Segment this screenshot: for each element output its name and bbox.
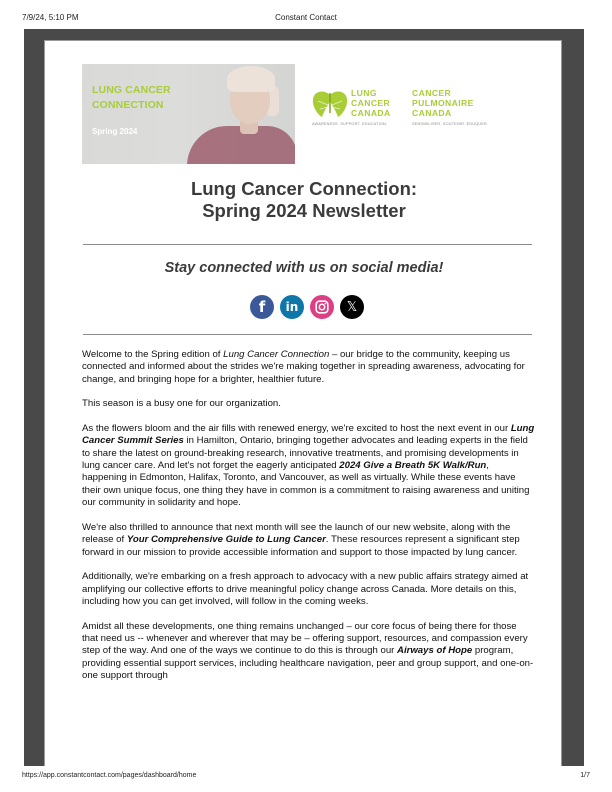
newsletter-title-line2: Spring 2024 Newsletter	[202, 200, 406, 221]
banner-title-line1: LUNG CANCER	[92, 84, 171, 96]
give-a-breath-link: 2024 Give a Breath 5K Walk/Run	[339, 460, 487, 472]
print-url: https://app.constantcontact.com/pages/dashboard/home	[22, 772, 197, 779]
print-page-number: 1/7	[580, 772, 590, 779]
paragraph-support: Amidst all these developments, one thing remains unchanged – our core focus of being there for those that need us -- whenever and wherever that may be – offering support, resources, and compassion every step of the way. And one of the ways we continue to do this is through our Airways of Hope program, providing essential support services, including healthcare navigation, peer and group support, and one-on-one support through	[82, 620, 534, 681]
x-twitter-icon[interactable]: 𝕏	[340, 295, 364, 319]
facebook-icon[interactable]: f	[250, 295, 274, 319]
lung-cancer-canada-logo	[312, 64, 532, 164]
logo-fr-line: CANADA	[412, 107, 452, 118]
paragraph-busy-season: This season is a busy one for our organization.	[82, 398, 281, 410]
newsletter-content	[82, 349, 535, 695]
logo-en-line: CANADA	[351, 107, 391, 118]
print-title: Constant Contact	[275, 13, 337, 22]
banner-image	[82, 64, 295, 164]
logo-fr-line: PULMONAIRE	[412, 97, 474, 108]
summit-series-link: Lung Cancer Summit Series	[82, 423, 535, 447]
leaf-logo-icon	[312, 89, 348, 119]
paragraph-events: As the flowers bloom and the air fills with renewed energy, we're excited to host the next event in our Lung Cancer Summit Series in Hamilton, Ontario, bringing together advocates and leading experts in the field to share the latest on ground-breaking research, innovative treatments, and promising developments in lung cancer care. And let's not forget the eagerly anticipated 2024 Give a Breath 5K Walk/Run, happening in Edmonton, Halifax, Toronto, and Vancouver, as well as virtually. While these events have their own unique focus, one thing they have in common is a commitment to raising awareness and uniting our community in solidarity and hope.	[82, 423, 535, 509]
paragraph-website: We're also thrilled to announce that next month will see the launch of our new website, along with the release of Your Comprehensive Guide to Lung Cancer. These resources represent a significant step forward in our mission to provide accessible information and support to those impacted by lung cancer.	[82, 521, 520, 558]
logo-en-line: LUNG	[351, 88, 377, 98]
paragraph-advocacy: Additionally, we're embarking on a fresh approach to advocacy with a new public affairs strategy aimed at amplifying our collective efforts to drive meaningful policy change across Canada. More details on this, including how you can get involved, will follow in the coming weeks.	[82, 571, 529, 607]
instagram-glyph-icon	[315, 300, 329, 314]
instagram-icon[interactable]	[310, 295, 334, 319]
social-heading: Stay connected with us on social media!	[164, 260, 444, 276]
banner-season: Spring 2024	[92, 127, 138, 136]
logo-fr-line: CANCER	[412, 88, 452, 98]
guide-title: Your Comprehensive Guide to Lung Cancer	[126, 534, 326, 546]
print-datetime: 7/9/24, 5:10 PM	[22, 13, 79, 22]
newsletter-body	[44, 40, 562, 766]
logo-name-fr	[412, 89, 474, 118]
divider-top	[83, 244, 532, 245]
linkedin-icon[interactable]: in	[280, 295, 304, 319]
logo-name-en	[351, 89, 391, 118]
airways-of-hope-link: Airways of Hope	[397, 645, 473, 657]
newsletter-title-line1: Lung Cancer Connection:	[190, 178, 418, 199]
logo-tagline-fr: SENSIBILISER. SOUTENIR. ÉDUQUER.	[412, 122, 489, 126]
divider-bottom	[83, 334, 532, 335]
logo-tagline-en: AWARENESS. SUPPORT. EDUCATION.	[312, 122, 388, 126]
publication-name: Lung Cancer Connection	[223, 349, 330, 360]
newsletter-title	[45, 178, 562, 222]
print-header	[0, 0, 612, 28]
print-footer	[0, 772, 612, 792]
logo-en-line: CANCER	[351, 97, 391, 108]
banner-person-headscarf	[227, 66, 275, 92]
social-links	[250, 295, 364, 319]
banner-title-line2: CONNECTION	[92, 99, 164, 111]
paragraph-welcome: Welcome to the Spring edition of Lung Cancer Connection – our bridge to the community, keeping us connected and informed about the strides we're making together in spreading awareness, advocating for change, and bringing hope for a brighter, healthier future.	[82, 349, 525, 385]
